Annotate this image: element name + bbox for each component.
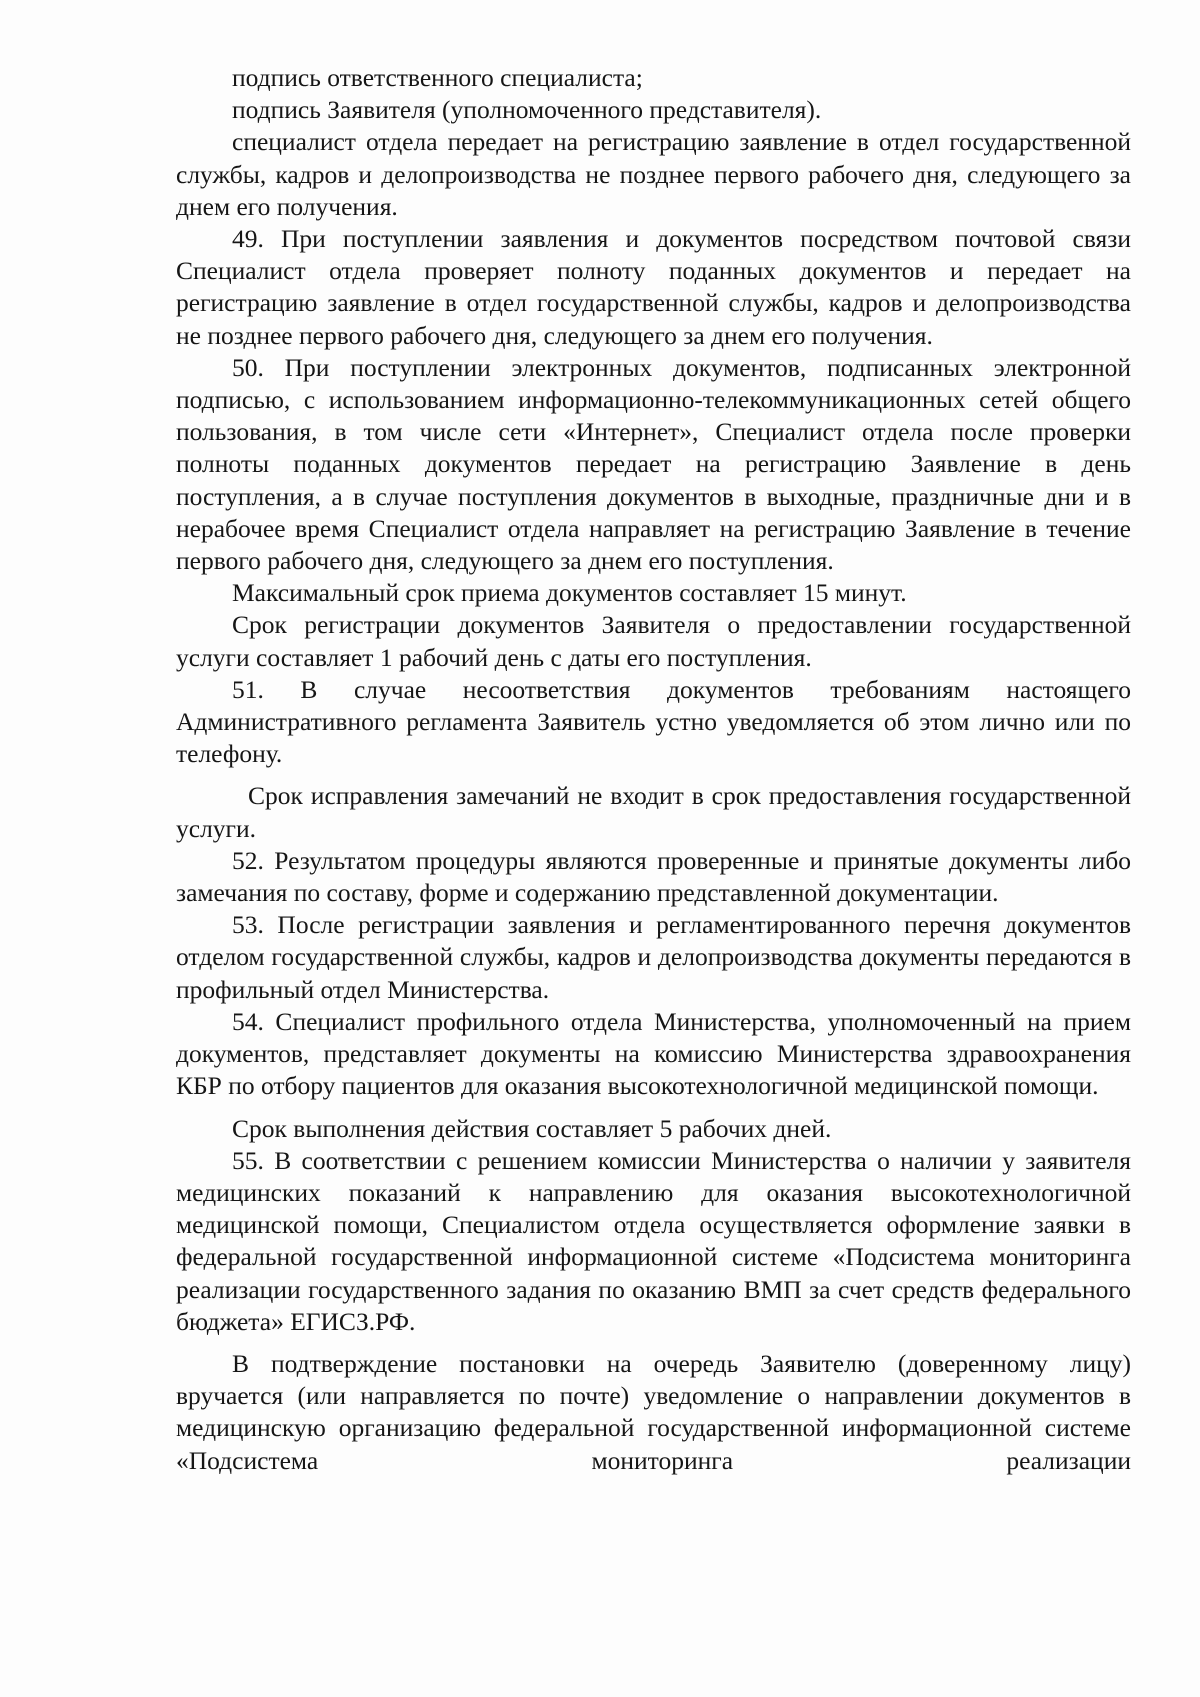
paragraph-49: 49. При поступлении заявления и документов посредством почтовой связи Специалист отдела проверяет полноту поданных документов и передает на регистрацию заявление в отдел государственной службы, кадров и делопроизводства не позднее первого рабочего дня, следующего за днем его получения. bbox=[176, 224, 1131, 350]
paragraph-registration-time: Срок регистрации документов Заявителя о предоставлении государственной услуги составляет 1 рабочий день с даты его поступления. bbox=[176, 610, 1131, 672]
paragraph-53: 53. После регистрации заявления и регламентированного перечня документов отделом государственной службы, кадров и делопроизводства документы передаются в профильный отдел Министерства. bbox=[176, 910, 1131, 1004]
paragraph-confirmation: В подтверждение постановки на очередь Заявителю (доверенному лицу) вручается (или направляется по почте) уведомление о направлении документов в медицинскую организацию федеральной государственной информационной системе «Подсистема мониторинга реализации bbox=[176, 1348, 1131, 1475]
paragraph-specialist-transfer: специалист отдела передает на регистрацию заявление в отдел государственной службы, кадров и делопроизводства не позднее первого рабочего дня, следующего за днем его получения. bbox=[176, 127, 1131, 221]
paragraph-51: 51. В случае несоответствия документов требованиям настоящего Административного регламента Заявитель устно уведомляется об этом лично или по телефону. bbox=[176, 674, 1131, 769]
paragraph-52: 52. Результатом процедуры являются проверенные и принятые документы либо замечания по составу, форме и содержанию представленной документации. bbox=[176, 845, 1131, 908]
paragraph-action-time: Срок выполнения действия составляет 5 рабочих дней. bbox=[232, 1113, 832, 1143]
document-body bbox=[176, 62, 1131, 1477]
paragraph-50: 50. При поступлении электронных документов, подписанных электронной подписью, с использованием информационно-телекоммуникационных сетей общего пользования, в том числе сети «Интернет», Специалист отдела после проверки полноты поданных документов передает на регистрацию Заявление в день поступления, а в случае поступления документов в выходные, праздничные дни и в нерабочее время Специалист отдела направляет на регистрацию Заявление в течение первого рабочего дня, следующего за днем его поступления. bbox=[176, 352, 1131, 576]
paragraph-signature-specialist: подпись ответственного специалиста; bbox=[232, 63, 643, 92]
paragraph-correction-time: Срок исправления замечаний не входит в срок предоставления государственной услуги. bbox=[176, 781, 1131, 843]
paragraph-54: 54. Специалист профильного отдела Министерства, уполномоченный на прием документов, представляет документы на комиссию Министерства здравоохранения КБР по отбору пациентов для оказания высокотехнологичной медицинской помощи. bbox=[176, 1006, 1131, 1101]
paragraph-signature-applicant: подпись Заявителя (уполномоченного представителя). bbox=[232, 95, 822, 125]
paragraph-55: 55. В соответствии с решением комиссии Министерства о наличии у заявителя медицинских показаний к направлению для оказания высокотехнологичной медицинской помощи, Специалистом отдела осуществляется оформление заявки в федеральной государственной информационной системе «Подсистема мониторинга реализации государственного задания по оказанию ВМП за счет средств федерального бюджета» ЕГИСЗ.РФ. bbox=[176, 1145, 1131, 1336]
paragraph-max-time: Максимальный срок приема документов составляет 15 минут. bbox=[232, 578, 907, 608]
